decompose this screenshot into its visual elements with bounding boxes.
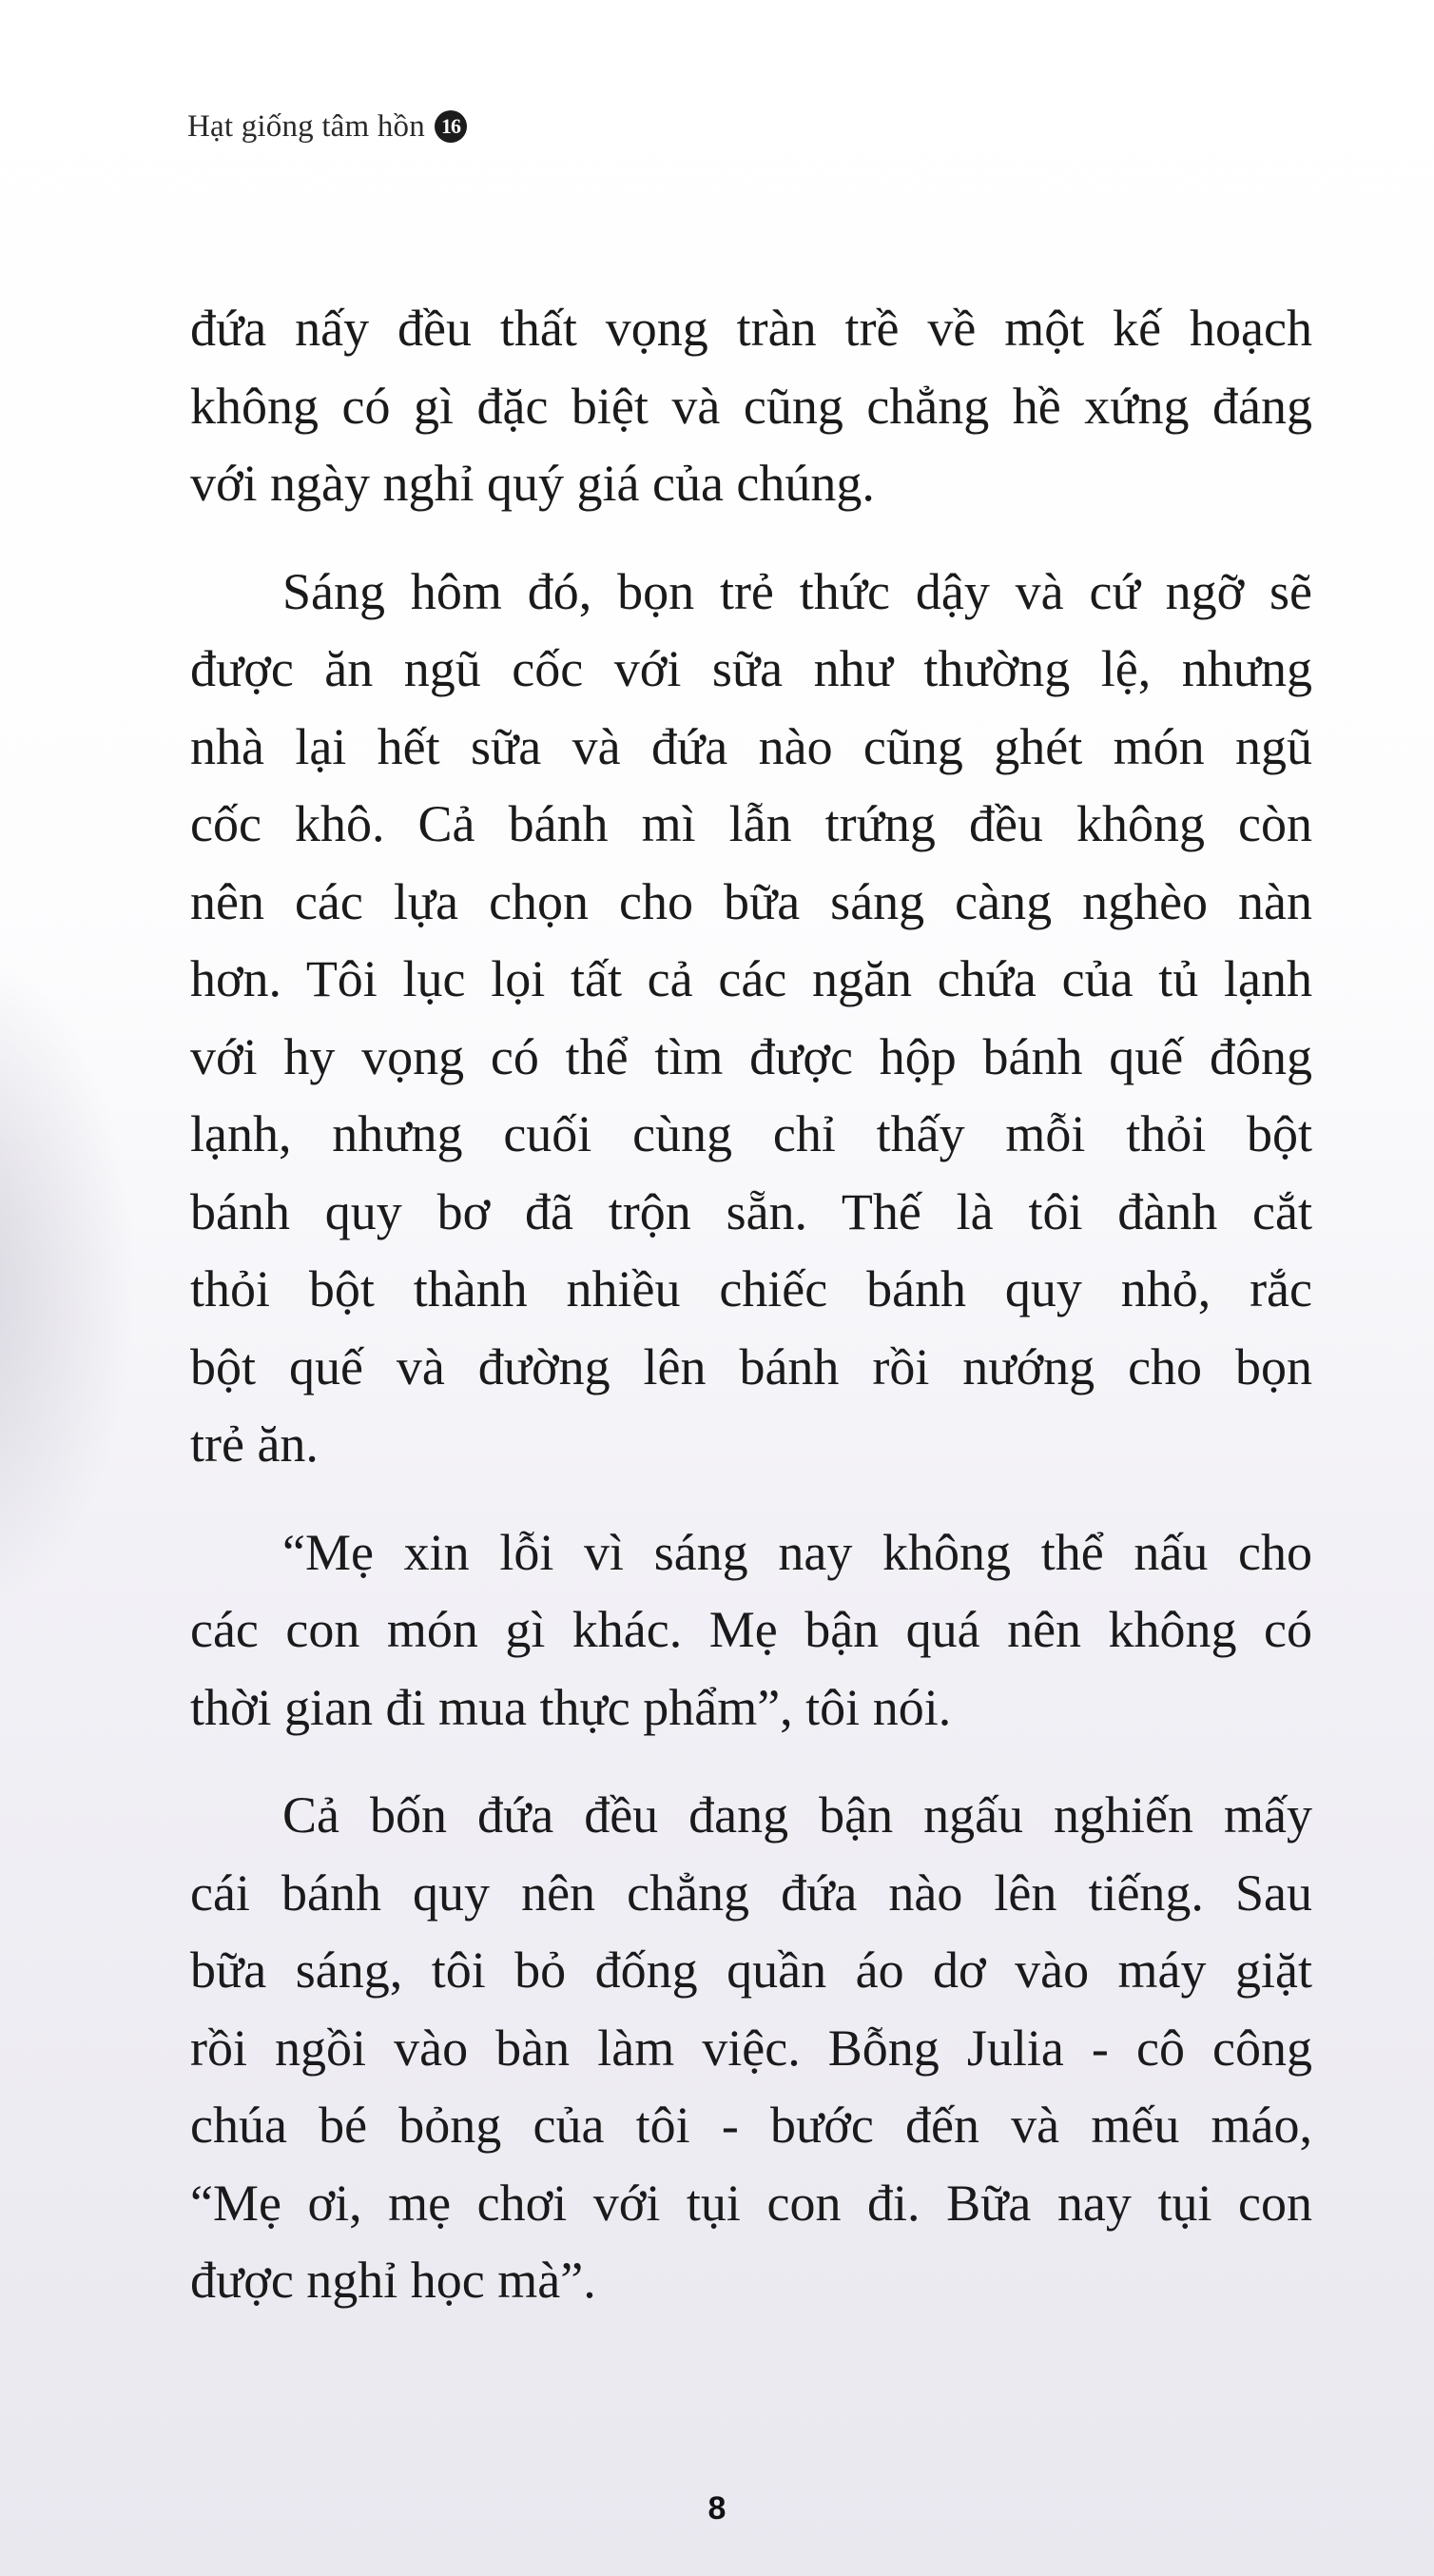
text-line: bữa sáng, tôi bỏ đống quần áo dơ vào máy giặt [190, 1942, 1312, 1999]
text-line: các con món gì khác. Mẹ bận quá nên không có [190, 1601, 1312, 1658]
text-line: được nghỉ học mà”. [190, 2252, 596, 2309]
text-line: với hy vọng có thể tìm được hộp bánh quế đông [190, 1027, 1312, 1085]
text-line: cốc khô. Cả bánh mì lẫn trứng đều không còn [190, 795, 1312, 852]
book-title: Hạt giống tâm hồn [187, 108, 425, 144]
text-line: thời gian đi mua thực phẩm”, tôi nói. [190, 1678, 952, 1736]
paragraph-4 [190, 1777, 1312, 2320]
text-line: lạnh, nhưng cuối cùng chỉ thấy mỗi thỏi bột [190, 1105, 1312, 1162]
text-line: bánh quy bơ đã trộn sẵn. Thế là tôi đành cắt [190, 1182, 1312, 1240]
volume-number-badge: 16 [435, 110, 467, 143]
text-line: hơn. Tôi lục lọi tất cả các ngăn chứa của tủ lạnh [190, 950, 1312, 1007]
running-header [187, 103, 467, 150]
text-line: trẻ ăn. [190, 1415, 319, 1473]
text-line: chúa bé bỏng của tôi - bước đến và mếu máo, [190, 2097, 1312, 2154]
paragraph-2 [190, 554, 1312, 1484]
text-line: rồi ngồi vào bàn làm việc. Bỗng Julia - cô công [190, 2019, 1312, 2077]
text-line: thỏi bột thành nhiều chiếc bánh quy nhỏ, rắc [190, 1260, 1312, 1317]
text-line: Sáng hôm đó, bọn trẻ thức dậy và cứ ngỡ sẽ [282, 562, 1312, 620]
page-number: 8 [707, 2490, 727, 2527]
text-line: “Mẹ ơi, mẹ chơi với tụi con đi. Bữa nay tụi con [190, 2174, 1312, 2232]
paragraph-1 [190, 290, 1312, 523]
paragraph-3 [190, 1514, 1312, 1747]
body-text [190, 290, 1312, 2351]
text-line: đứa nấy đều thất vọng tràn trề về một kế hoạch [190, 300, 1312, 357]
text-line: bột quế và đường lên bánh rồi nướng cho bọn [190, 1337, 1312, 1395]
text-line: nên các lựa chọn cho bữa sáng càng nghèo nàn [190, 872, 1312, 930]
text-line: được ăn ngũ cốc với sữa như thường lệ, nhưng [190, 640, 1312, 697]
text-line: nhà lại hết sữa và đứa nào cũng ghét món ngũ [190, 717, 1312, 775]
text-line: với ngày nghỉ quý giá của chúng. [190, 455, 875, 512]
text-line: “Mẹ xin lỗi vì sáng nay không thể nấu cho [282, 1523, 1312, 1581]
text-line: không có gì đặc biệt và cũng chẳng hề xứng đáng [190, 377, 1312, 435]
text-line: Cả bốn đứa đều đang bận ngấu nghiến mấy [282, 1786, 1312, 1844]
text-line: cái bánh quy nên chẳng đứa nào lên tiếng. Sau [190, 1864, 1312, 1922]
